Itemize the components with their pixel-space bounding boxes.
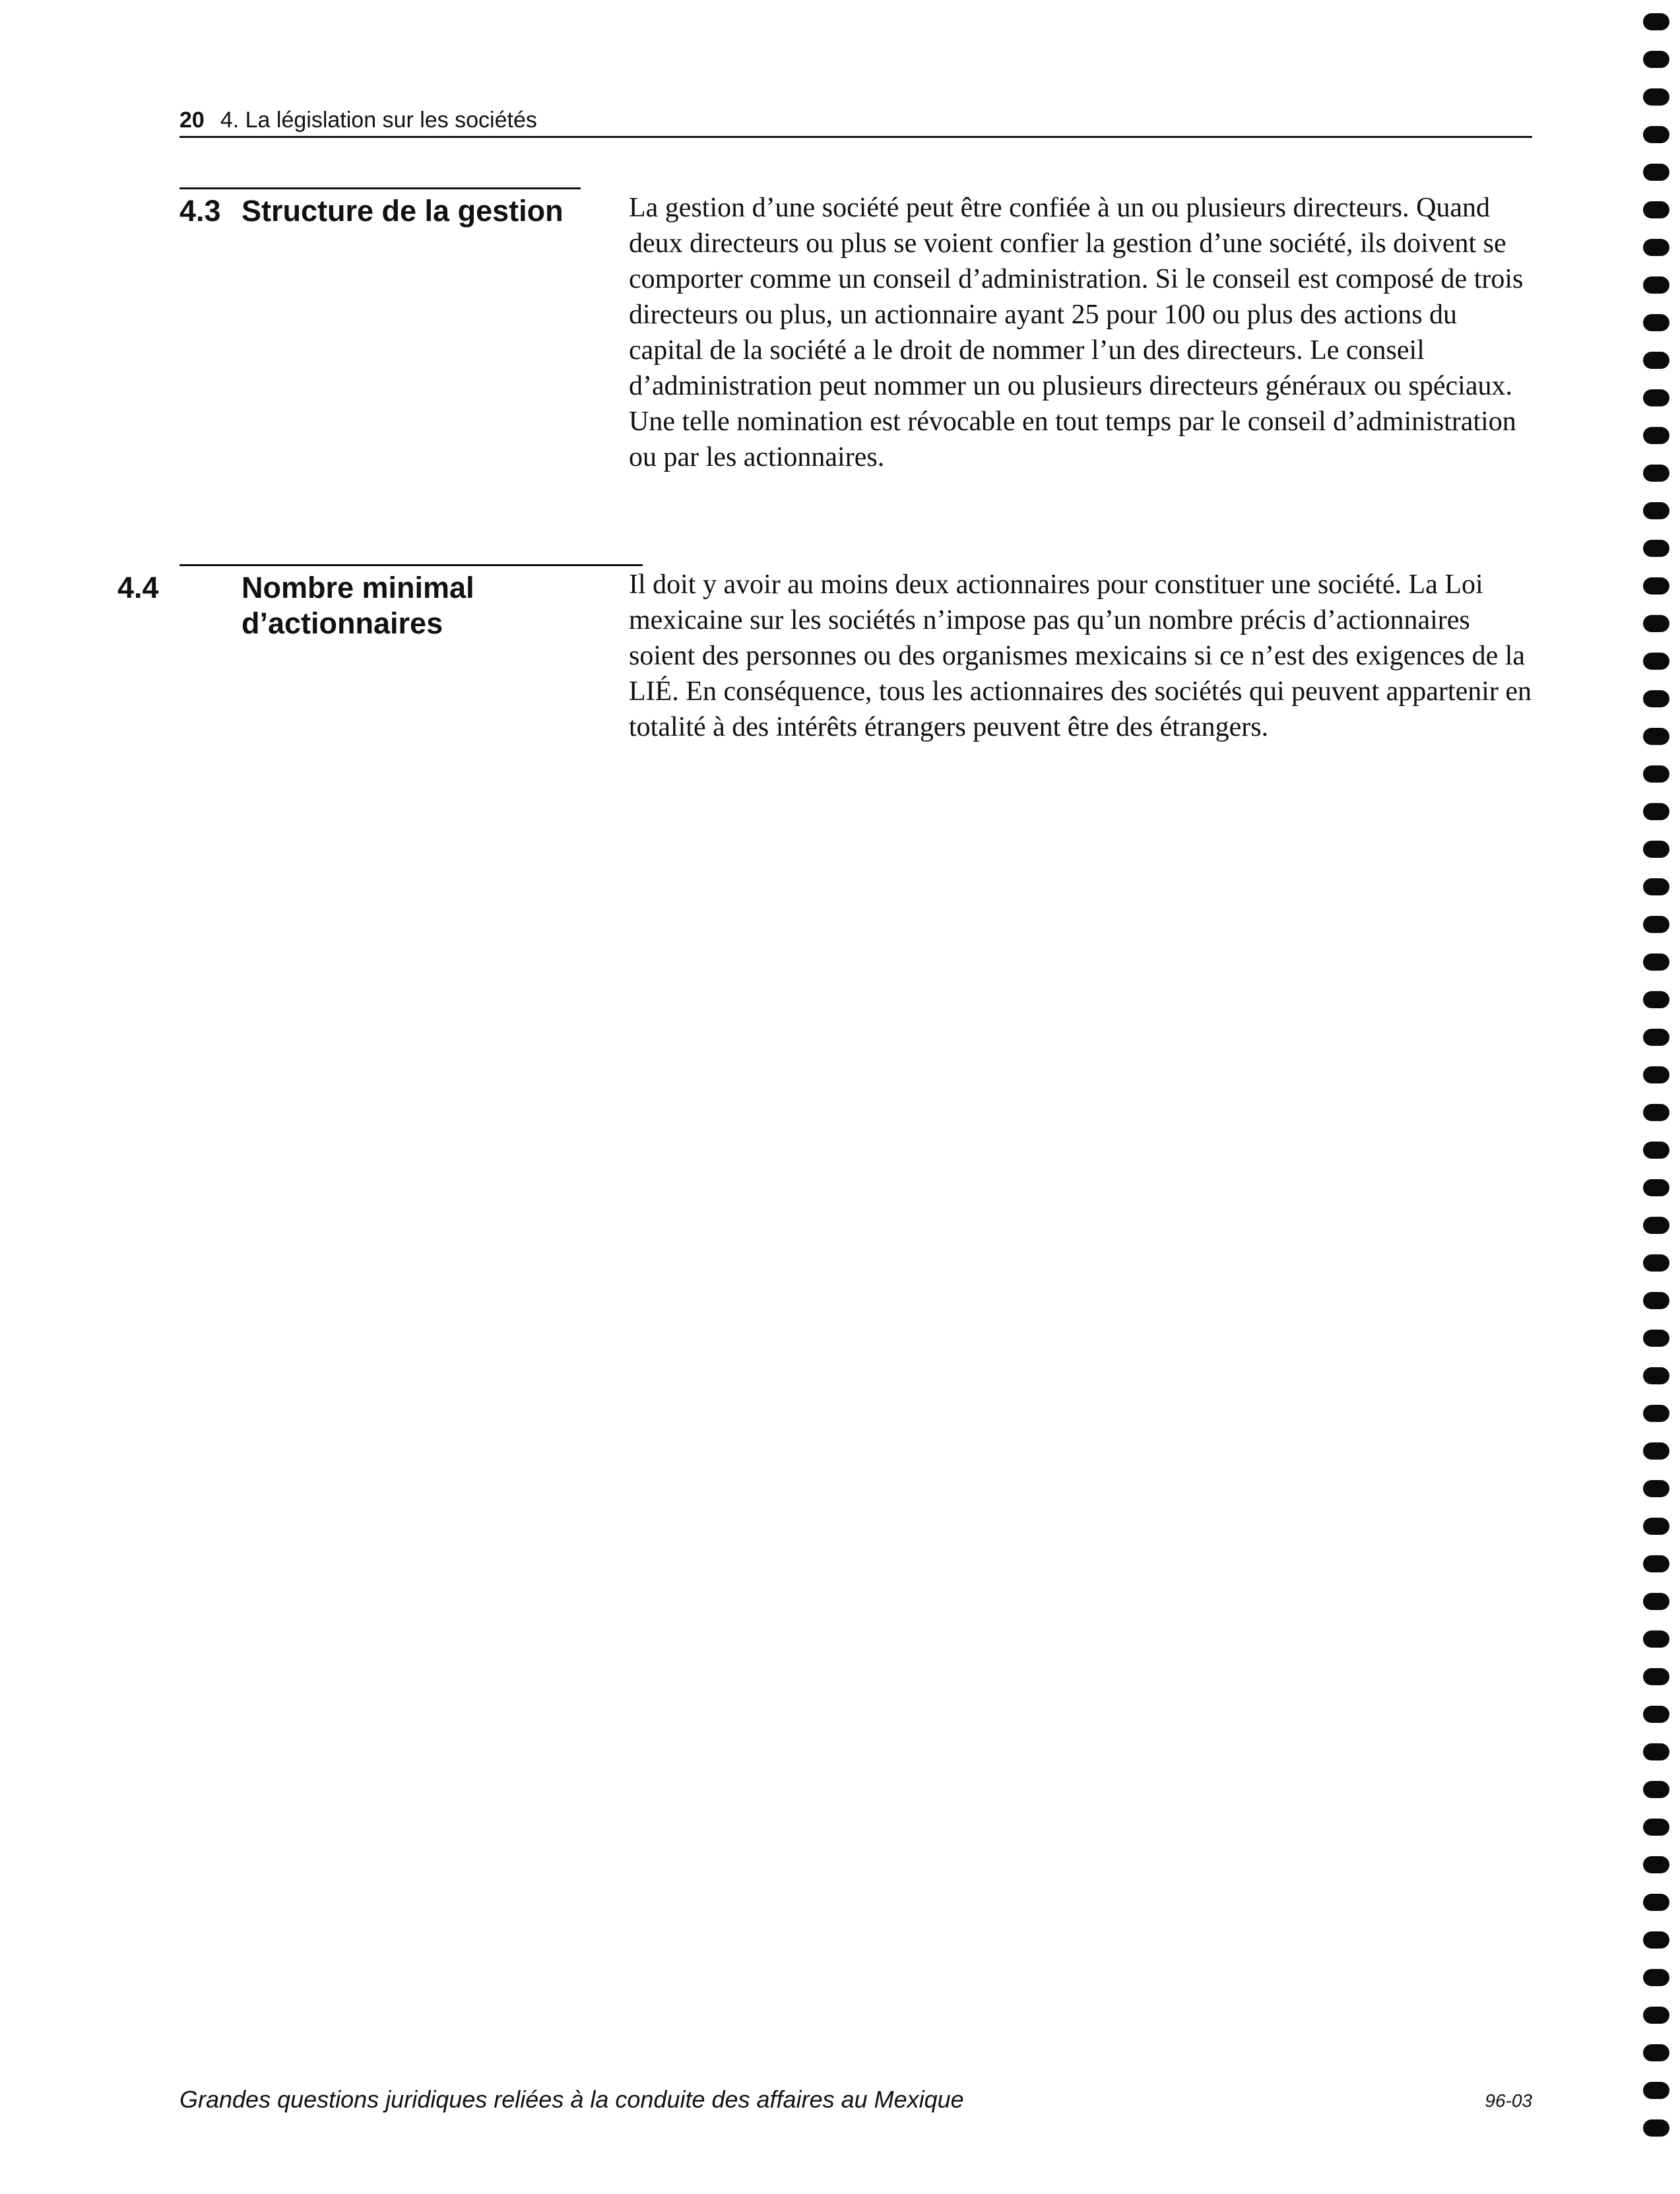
binding-hole bbox=[1643, 465, 1669, 482]
binding-hole bbox=[1643, 1668, 1669, 1685]
binding-hole bbox=[1643, 389, 1669, 406]
section-heading bbox=[179, 187, 581, 229]
binding-hole bbox=[1643, 991, 1669, 1008]
binding-hole bbox=[1643, 1330, 1669, 1347]
binding-hole bbox=[1643, 201, 1669, 218]
binding-hole bbox=[1643, 653, 1669, 670]
binding-hole bbox=[1643, 1179, 1669, 1196]
section-body-text: La gestion d’une société peut être confiée à un ou plusieurs directeurs. Quand deux directeurs ou plus se voient confier la gestion d’une société, ils doivent se comporter comme un conseil d’administration. Si le conseil est composé de trois directeurs ou plus, un actionnaire ayant 25 pour 100 ou plus des actions du capital de la société a le droit de nommer l’un des directeurs. Le conseil d’administration peut nommer un ou plusieurs directeurs généraux ou spéciaux. Une telle nomination est révocable en tout temps par le conseil d’administration ou par les actionnaires. bbox=[629, 193, 1524, 472]
binding-hole bbox=[1643, 1819, 1669, 1836]
binding-hole bbox=[1643, 540, 1669, 557]
section-title: Structure de la gestion bbox=[242, 194, 564, 228]
binding-hole bbox=[1643, 1142, 1669, 1159]
binding-hole bbox=[1643, 615, 1669, 632]
binding-hole bbox=[1643, 1931, 1669, 1949]
binding-hole bbox=[1643, 2119, 1669, 2137]
binding-hole bbox=[1643, 1630, 1669, 1648]
binding-hole bbox=[1643, 1217, 1669, 1234]
binding-hole bbox=[1643, 1442, 1669, 1460]
section-title: Nombre minimal d’actionnaires bbox=[242, 571, 474, 640]
binding-hole bbox=[1643, 2082, 1669, 2099]
binding-hole bbox=[1643, 1405, 1669, 1422]
binding-hole bbox=[1643, 126, 1669, 143]
binding-hole bbox=[1643, 2007, 1669, 2024]
binding-hole bbox=[1643, 239, 1669, 256]
section-minimum-shareholders bbox=[117, 564, 1532, 841]
page-number: 20 bbox=[179, 108, 205, 133]
binding-hole bbox=[1643, 1894, 1669, 1911]
binding-hole bbox=[1643, 427, 1669, 444]
binding-hole bbox=[1643, 803, 1669, 820]
binding-hole bbox=[1643, 1706, 1669, 1723]
binding-hole bbox=[1643, 1781, 1669, 1798]
section-body-text: Il doit y avoir au moins deux actionnaires pour constituer une société. La Loi mexicaine sur les sociétés n’impose pas qu’un nombre précis d’actionnaires soient des personnes ou des organismes mexicains si ce n’est des exigences de la LIÉ. En conséquence, tous les actionnaires des sociétés qui peuvent appartenir en totalité à des intérêts étrangers peuvent être des étrangers. bbox=[629, 569, 1532, 742]
binding-holes bbox=[1640, 13, 1673, 2184]
binding-hole bbox=[1643, 502, 1669, 519]
binding-hole bbox=[1643, 352, 1669, 369]
binding-hole bbox=[1643, 728, 1669, 745]
binding-hole bbox=[1643, 1555, 1669, 1572]
publication-title: Grandes questions juridiques reliées à la conduite des affaires au Mexique bbox=[179, 2086, 964, 2113]
section-number: 4.3 bbox=[179, 194, 221, 228]
binding-hole bbox=[1643, 1104, 1669, 1121]
page-header bbox=[179, 107, 1532, 138]
binding-hole bbox=[1643, 1969, 1669, 1986]
binding-hole bbox=[1643, 314, 1669, 331]
section-number: 4.4 bbox=[117, 571, 159, 604]
binding-hole bbox=[1643, 13, 1669, 30]
binding-hole bbox=[1643, 1480, 1669, 1497]
binding-hole bbox=[1643, 276, 1669, 294]
binding-hole bbox=[1643, 916, 1669, 933]
binding-hole bbox=[1643, 765, 1669, 783]
document-code: 96-03 bbox=[1485, 2090, 1532, 2111]
running-title: 4. La législation sur les sociétés bbox=[220, 108, 537, 133]
binding-hole bbox=[1643, 1254, 1669, 1272]
binding-hole bbox=[1643, 1292, 1669, 1309]
binding-hole bbox=[1643, 1066, 1669, 1083]
binding-hole bbox=[1643, 1518, 1669, 1535]
binding-hole bbox=[1643, 841, 1669, 858]
binding-hole bbox=[1643, 1743, 1669, 1760]
binding-hole bbox=[1643, 2044, 1669, 2061]
section-management-structure bbox=[179, 187, 1532, 517]
binding-hole bbox=[1643, 164, 1669, 181]
binding-hole bbox=[1643, 577, 1669, 595]
section-heading bbox=[117, 564, 643, 641]
binding-hole bbox=[1643, 88, 1669, 106]
binding-hole bbox=[1643, 51, 1669, 68]
binding-hole bbox=[1643, 878, 1669, 895]
binding-hole bbox=[1643, 1367, 1669, 1384]
binding-hole bbox=[1643, 1593, 1669, 1610]
binding-hole bbox=[1643, 690, 1669, 707]
page-footer bbox=[179, 2085, 1532, 2114]
binding-hole bbox=[1643, 1856, 1669, 1873]
binding-hole bbox=[1643, 1029, 1669, 1046]
binding-hole bbox=[1643, 953, 1669, 971]
